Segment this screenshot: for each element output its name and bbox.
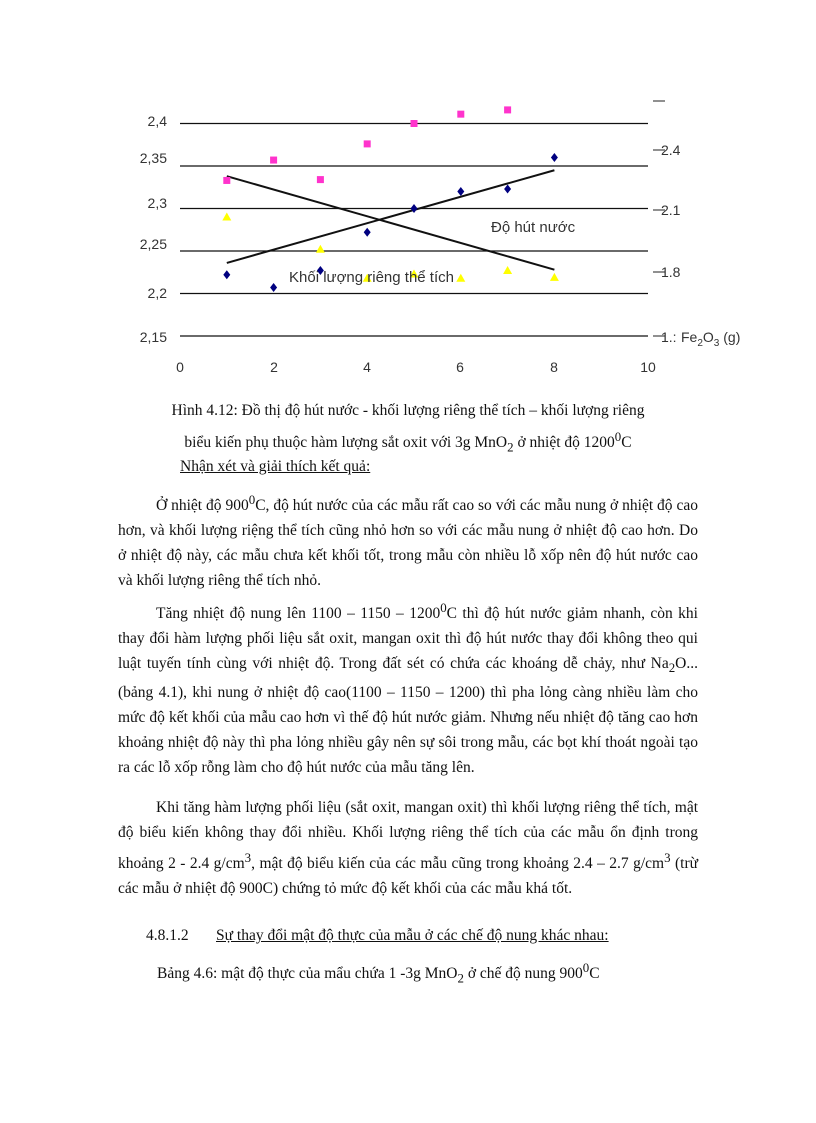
data-point-diamond (270, 283, 277, 292)
x-tick-label: 8 (550, 359, 558, 375)
data-point-triangle (222, 213, 231, 221)
data-point-square (317, 176, 324, 183)
figure-caption (100, 398, 716, 460)
x-axis-labels (176, 359, 656, 375)
data-point-square (504, 106, 511, 113)
right-tick-label: 2.1 (661, 202, 681, 218)
section-heading: Nhận xét và giải thích kết quả: (180, 458, 371, 475)
data-point-triangle (316, 245, 325, 253)
data-point-diamond (364, 228, 371, 237)
annotation-do-hut-nuoc: Độ hút nước (491, 219, 576, 236)
x-tick-label: 2 (270, 359, 278, 375)
caption-line-1: Hình 4.12: Đồ thị độ hút nước - khối lượng riêng thể tích – khối lượng riêng (171, 402, 645, 419)
paragraph-1: Ở nhiệt độ $900^0C$, độ hút nước của các mẫu rất cao so với các mẫu nung ở nhiệt độ cao hơn, và khối lượng riệng thể tích cũng nhỏ hơn so với các mẫu nung ở nhiệt độ cao hơn. Do ở nhiệt độ này, các mẫu chưa kết khối tốt, trong mẫu còn nhiều lỗ xốp nên độ hút nước cao và khối lượng riêng thể tích nhỏ. (118, 492, 699, 590)
data-point-square (364, 140, 371, 147)
paragraph-3: Khi tăng hàm lượng phối liệu (sắt oxit, mangan oxit) thì khối lượng riêng thể tích, mật độ biểu kiến không thay đổi nhiều. Khối lượng riêng thể tích của các mẫu ổn định trong khoảng 2 - 2.4 $g/cm^3$, mật độ biểu kiến của các mẫu cũng trong khoảng 2.4 – 2.7 $g/cm^3$ (trừ các mẫu ở nhiệt độ 900C) chứng tỏ mức độ kết khối của các mẫu khá tốt. (118, 799, 699, 898)
x-tick-label: 0 (176, 359, 184, 375)
paragraph-2: Tăng nhiệt độ nung lên 1100 – 1150 – 1200$^0$C thì độ hút nước giảm nhanh, còn khi thay đổi hàm lượng phối liệu sắt oxit, mangan oxit thì độ hút nước thay đổi không theo qui luật tuyến tính cùng với nhiệt độ. Trong đất sét có chứa các khoáng dễ chảy, như $Na_2O$... (bảng 4.1), khi nung ở nhiệt độ cao(1100 – 1150 – 1200) thì pha lỏng càng nhiều làm cho mức độ kết khối của mẫu cao hơn vì thế độ hút nước giảm. Nhưng nếu nhiệt độ tăng cao hơn khoảng nhiệt độ này thì pha lỏng nhiều gây nên sự sôi trong mẫu, các bọt khí thoát ngoài tạo ra các lỗ xốp rỗng làm cho độ hút nước của mẫu tăng lên. (118, 600, 698, 777)
right-tick-label: 1.: (661, 329, 677, 345)
left-axis-labels (140, 113, 167, 345)
y-tick-label: 2,35 (139, 150, 167, 166)
y-tick-label: 2,2 (147, 285, 167, 301)
x-tick-label: 4 (363, 359, 371, 375)
chart-points (222, 106, 559, 292)
subsection-number: 4.8.1.2 (146, 927, 189, 944)
y-tick-label: 2,25 (139, 236, 167, 252)
caption-line-2: biểu kiến phụ thuộc hàm lượng sắt oxit với 3g MnO$_2$ ở nhiệt độ 1200$^0$C (184, 429, 632, 455)
chart (0, 0, 816, 390)
annotation-khoi-luong-rieng: Khối lượng riêng thể tích (289, 269, 454, 286)
subsection-heading (146, 927, 609, 945)
table-caption: Bảng 4.6: mật độ thực của mẩu chứa 1 -3g MnO$_2$ ở chế độ nung $900^0C$ (157, 960, 600, 986)
y-tick-label: 2,15 (139, 329, 167, 345)
x-tick-label: 6 (456, 359, 464, 375)
trendline (227, 170, 555, 263)
data-point-triangle (456, 274, 465, 282)
right-tick-label: 1.8 (661, 264, 681, 280)
x-tick-label: 10 (640, 359, 656, 375)
data-point-square (270, 157, 277, 164)
data-point-square (223, 177, 230, 184)
right-axis (653, 101, 740, 349)
data-point-triangle (503, 266, 512, 274)
subsection-title: Sự thay đổi mật độ thực của mẫu ở các chế độ nung khác nhau: (216, 927, 609, 944)
y-tick-label: 2,3 (147, 195, 167, 211)
right-tick-label: 2.4 (661, 142, 681, 158)
data-point-diamond (223, 270, 230, 279)
y-tick-label: 2,4 (147, 113, 167, 129)
data-point-square (411, 120, 418, 127)
data-point-diamond (457, 187, 464, 196)
data-point-diamond (551, 153, 558, 162)
x-axis-label: $Fe_2O_3$ (g) (681, 329, 741, 349)
data-point-triangle (550, 273, 559, 281)
data-point-square (457, 111, 464, 118)
data-point-diamond (504, 184, 511, 193)
